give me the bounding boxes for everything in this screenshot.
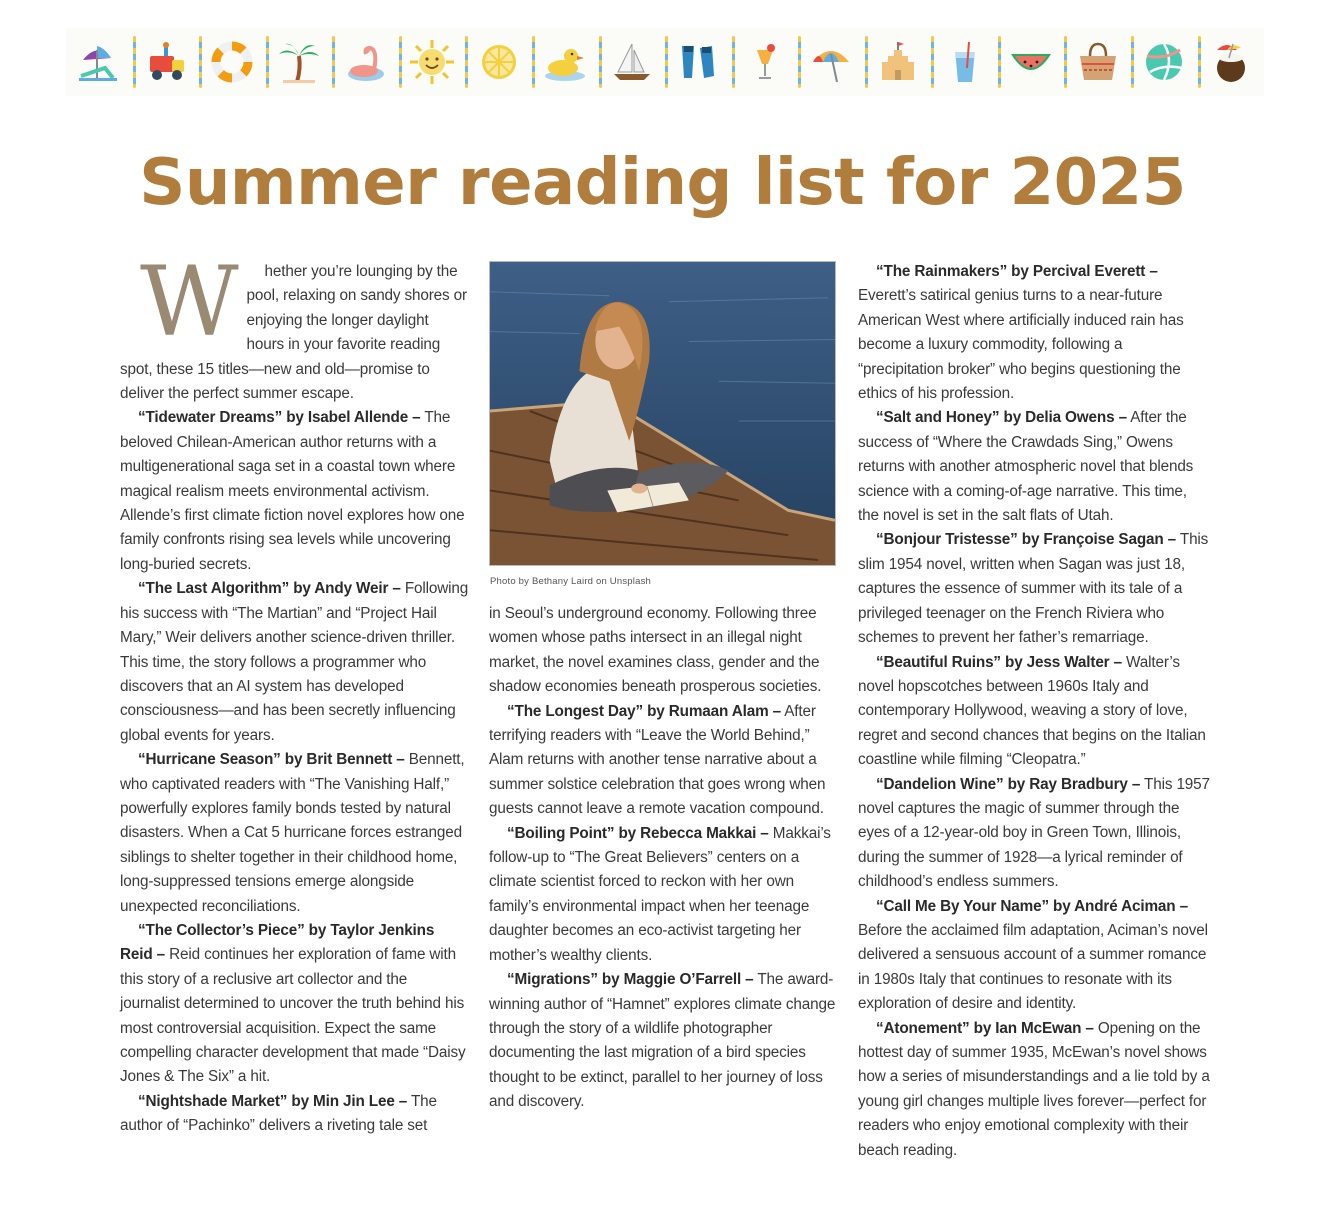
flamingo-float-icon <box>332 28 399 96</box>
toy-truck-icon <box>133 28 200 96</box>
book-entry <box>858 528 1210 650</box>
beach-umbrella-icon <box>798 28 865 96</box>
article-photo <box>489 261 836 566</box>
rubber-duck-icon <box>532 28 599 96</box>
intro-paragraph <box>120 246 470 406</box>
life-ring-icon <box>199 28 266 96</box>
book-entry <box>858 260 1210 406</box>
photo-caption: Photo by Bethany Laird on Unsplash <box>490 576 652 587</box>
intro-text: hether you’re lounging by the pool, relaxing on sandy shores or enjoying the longer daylight hours in your favorite reading spot, these 15 titles—new and old—promise to deliver the perfect summer escape. <box>120 263 467 403</box>
book-description: Before the acclaimed film adaptation, Aciman’s novel delivered a sensuous account of a summer romance in 1980s Italy that continues to resonate with its exploration of desire and identity. <box>858 921 1208 1013</box>
book-entry <box>120 577 470 748</box>
book-description: Walter’s novel hopscotches between 1960s Italy and contemporary Hollywood, weaving a story of love, regret and second chances that begins on the Italian coastline while filming “Cleopatra.” <box>858 653 1206 769</box>
book-title: “Hurricane Season” by Brit Bennett – <box>138 751 405 769</box>
book-description: After the success of “Where the Crawdads Sing,” Owens returns with another atmospheric novel that blends science with a coming-of-age narrative. This time, the novel is set in the salt flats of Utah. <box>858 409 1194 525</box>
article-column-2 <box>489 602 839 1115</box>
book-description: This 1957 novel captures the magic of summer through the eyes of a 12-year-old boy in Green Town, Illinois, during the summer of 1928—a lyrical reminder of childhood’s endless summers. <box>858 775 1210 891</box>
book-entry <box>489 968 839 1114</box>
book-entry <box>120 919 470 1090</box>
book-description: Makkai’s follow-up to “The Great Believers” centers on a climate scientist forced to reckon with her own family’s environmental impact when her teenage daughter becomes an eco-activist targeting her mother’s wealthy clients. <box>489 824 831 964</box>
book-description: in Seoul’s underground economy. Following three women whose paths intersect in an illegal night market, the novel examines class, gender and the shadow economies beneath prosperous societies. <box>489 605 822 696</box>
sun-icon <box>399 28 466 96</box>
book-title: “Beautiful Ruins” by Jess Walter – <box>876 653 1122 671</box>
volleyball-icon <box>1131 28 1198 96</box>
book-entry-continued <box>489 602 839 700</box>
cocktail-icon <box>732 28 799 96</box>
book-description: After terrifying readers with “Leave the World Behind,” Alam returns with another tense narrative about a summer solstice celebration that goes wrong when guests cannot leave a remote vacation compound. <box>489 702 826 818</box>
book-description: Bennett, who captivated readers with “The Vanishing Half,” powerfully explores family bonds tested by natural disasters. When a Cat 5 hurricane forces estranged siblings to shelter together in their childhood home, long-suppressed tensions emerge alongside unexpected reconciliations. <box>120 751 465 915</box>
book-title: “The Collector’s Piece” by Taylor Jenkins Reid – <box>120 921 435 964</box>
book-entry <box>858 1017 1210 1163</box>
sailboat-icon <box>599 28 666 96</box>
book-title: “Migrations” by Maggie O’Farrell – <box>507 971 754 989</box>
book-entry <box>858 895 1210 1017</box>
book-entry <box>489 700 839 822</box>
coconut-drink-icon <box>1198 28 1265 96</box>
article-column-3 <box>858 260 1210 1163</box>
cold-drink-icon <box>931 28 998 96</box>
swim-fins-icon <box>665 28 732 96</box>
book-title: “Tidewater Dreams” by Isabel Allende – <box>138 409 421 427</box>
beach-bag-icon <box>1064 28 1131 96</box>
book-entry <box>858 406 1210 528</box>
book-title: “Salt and Honey” by Delia Owens – <box>876 409 1127 427</box>
lemon-slice-icon <box>465 28 532 96</box>
article-column-1 <box>120 246 470 1139</box>
book-title: “The Rainmakers” by Percival Everett – <box>876 263 1158 280</box>
book-title: “Bonjour Tristesse” by Françoise Sagan – <box>876 531 1177 549</box>
book-title: “The Last Algorithm” by Andy Weir – <box>138 580 401 598</box>
book-description: Following his success with “The Martian” and “Project Hail Mary,” Weir delivers another science-driven thriller. This time, the story follows a programmer who discovers that an AI system has developed consciousness—and has been secretly influencing global events for years. <box>120 580 469 744</box>
book-description: Reid continues her exploration of fame with this story of a reclusive art collector and the journalist determined to uncover the truth behind his most controversial acquisition. Expect the same compelling character development that made “Daisy Jones & The Six” a hit. <box>120 946 466 1086</box>
book-entry <box>489 822 839 968</box>
book-title: “Boiling Point” by Rebecca Makkai – <box>507 824 769 842</box>
book-description: The author of “Pachinko” delivers a riveting tale set <box>120 1092 437 1135</box>
summer-icon-banner <box>66 28 1264 96</box>
book-entry <box>858 651 1210 773</box>
book-title: “Atonement” by Ian McEwan – <box>876 1019 1094 1037</box>
book-entry <box>120 748 470 919</box>
book-description: Everett’s satirical genius turns to a near-future American West where artificially induced rain has become a luxury commodity, following a “precipitation broker” who begins questioning the ethics of his profession. <box>858 287 1184 403</box>
book-title: “The Longest Day” by Rumaan Alam – <box>507 702 781 720</box>
sandcastle-icon <box>865 28 932 96</box>
book-description: Opening on the hottest day of summer 1935, McEwan’s novel shows how a series of misunderstandings and a lie told by a young girl changes multiple lives forever—perfect for readers who enjoy emotional complexity with their beach reading. <box>858 1019 1210 1159</box>
page-title: Summer reading list for 2025 <box>139 146 1186 220</box>
book-title: “Nightshade Market” by Min Jin Lee – <box>138 1092 408 1110</box>
book-title: “Dandelion Wine” by Ray Bradbury – <box>876 775 1141 793</box>
book-entry <box>858 773 1210 895</box>
palm-tree-icon <box>266 28 333 96</box>
book-entry <box>120 1090 470 1139</box>
book-description: The award-winning author of “Hamnet” explores climate change through the story of a wildlife photographer documenting the last migration of a bird species thought to be extinct, parallel to her journey of loss and discovery. <box>489 971 836 1111</box>
book-description: This slim 1954 novel, written when Sagan was just 18, captures the essence of summer with its tale of a privileged teenager on the French Riviera who schemes to prevent her father’s remarriage. <box>858 531 1209 647</box>
book-entry <box>120 406 470 577</box>
watermelon-icon <box>998 28 1065 96</box>
book-description: The beloved Chilean-American author returns with a multigenerational saga set in a coastal town where magical realism meets environmental activism. Allende’s first climate fiction novel explores how one family confronts rising sea levels while uncovering long-buried secrets. <box>120 409 465 573</box>
drop-cap: W <box>140 246 239 358</box>
book-title: “Call Me By Your Name” by André Aciman – <box>876 897 1188 915</box>
beach-chair-umbrella-icon <box>66 28 133 96</box>
